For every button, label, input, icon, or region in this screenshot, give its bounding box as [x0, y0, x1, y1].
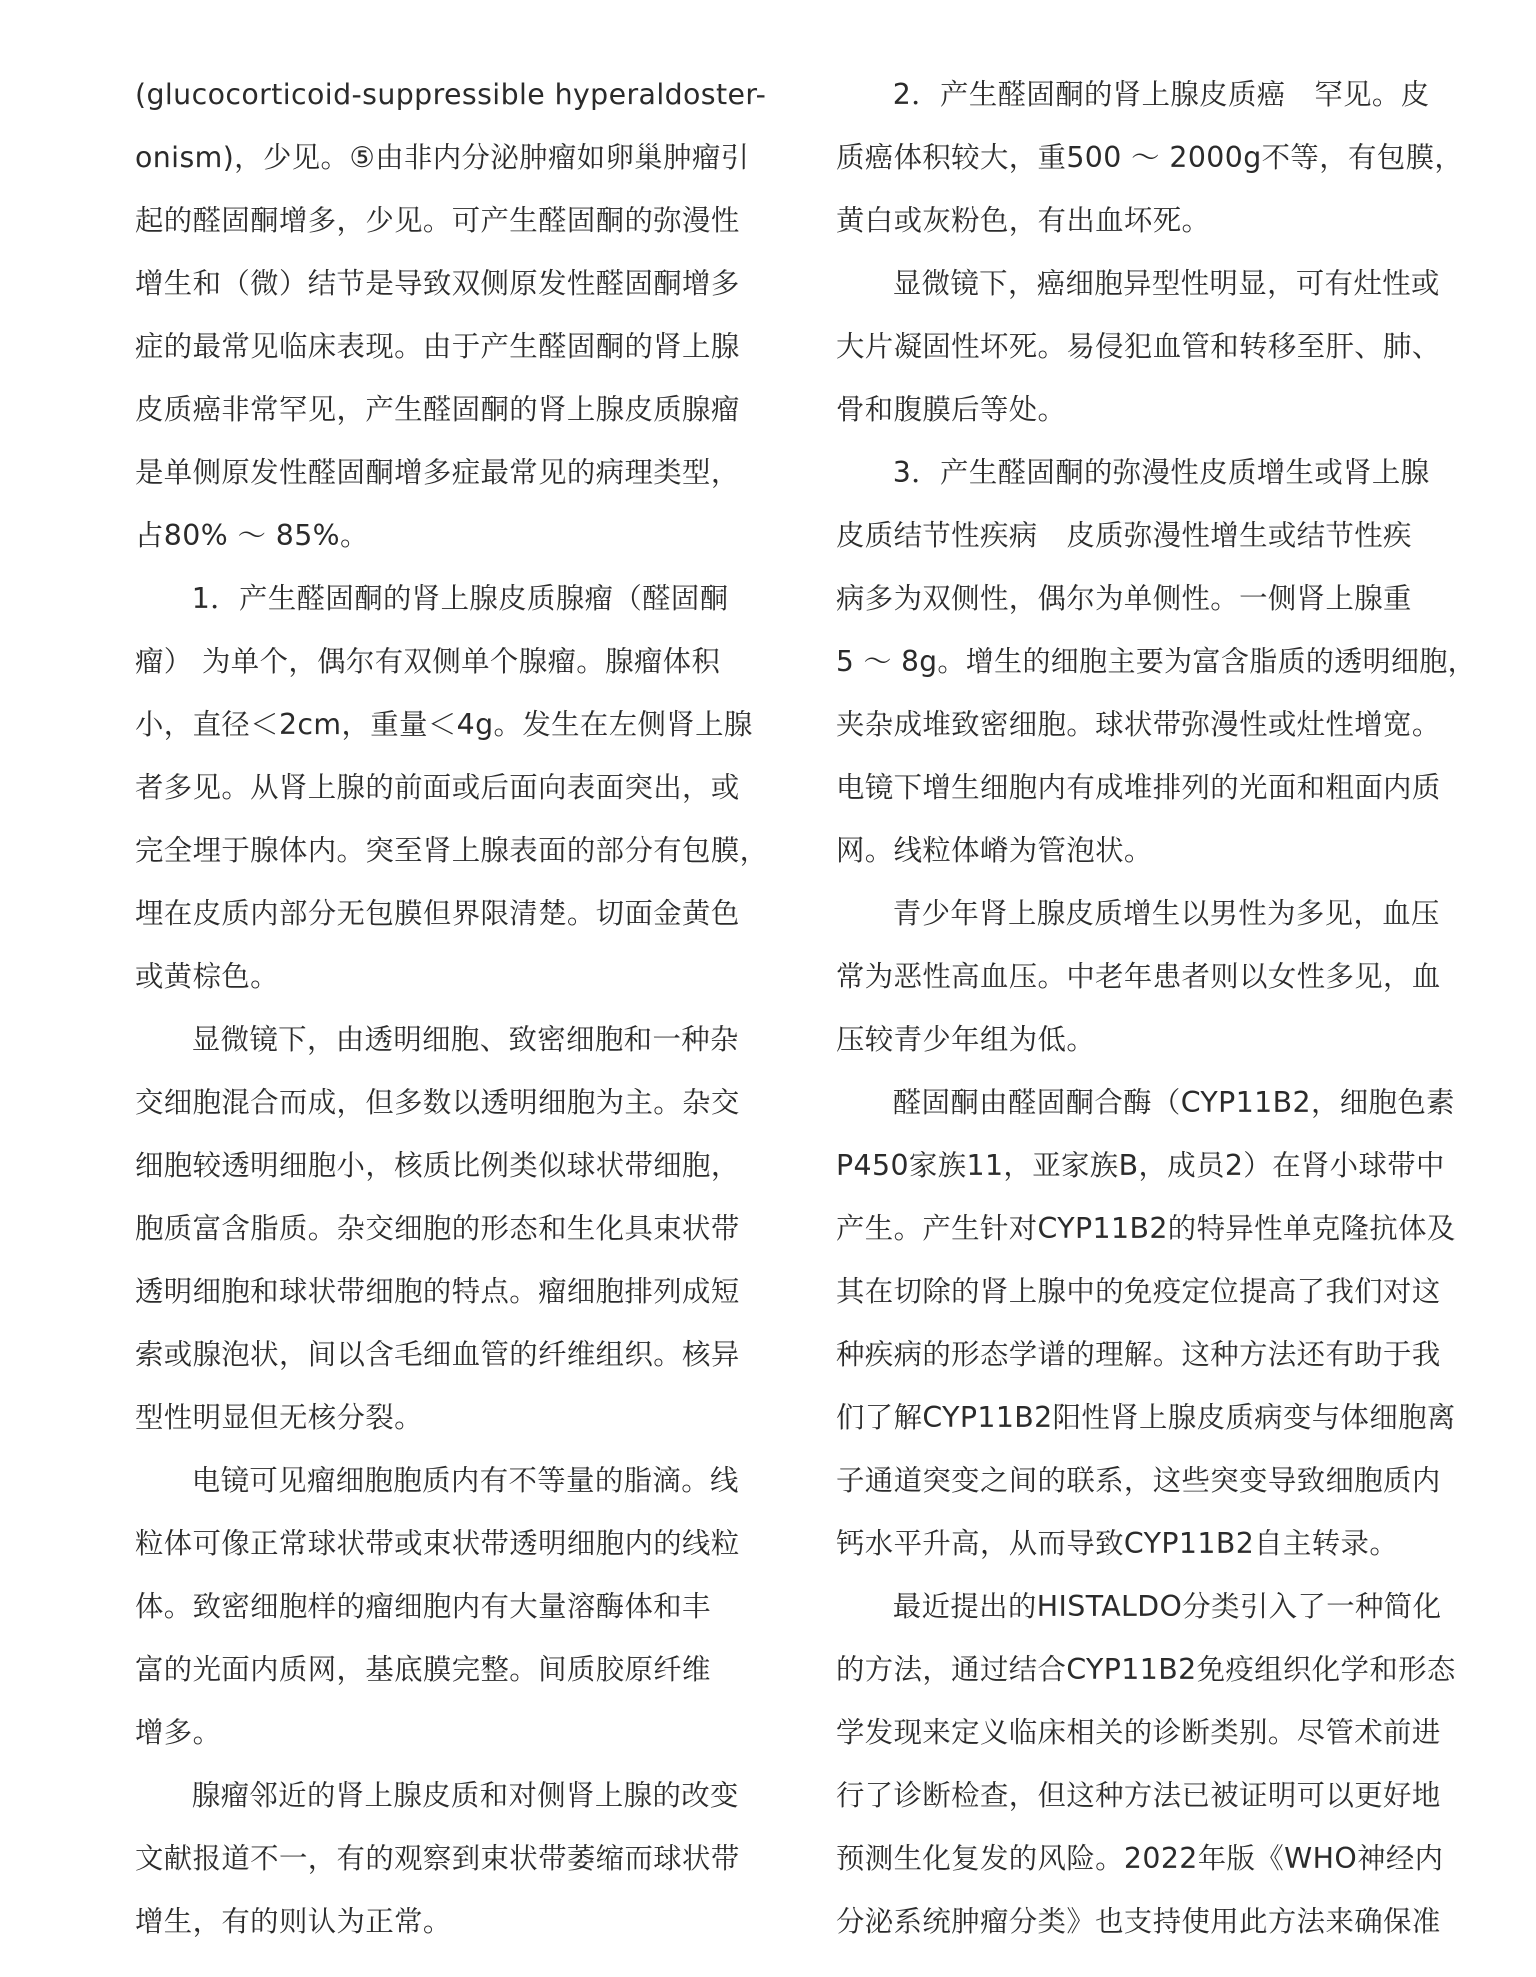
text-line: 电镜可见瘤细胞胞质内有不等量的脂滴。线 — [191, 1464, 739, 1497]
text-line: 增生和（微）结节是导致双侧原发性醛固酮增多 — [135, 267, 740, 300]
text-line: 体。致密细胞样的瘤细胞内有大量溶酶体和丰 — [135, 1590, 711, 1623]
text-line: 瘤） 为单个，偶尔有双侧单个腺瘤。腺瘤体积 — [135, 645, 721, 678]
paragraph — [836, 63, 1476, 252]
text-line: 完全埋于腺体内。突至肾上腺表面的部分有包膜， — [135, 834, 769, 867]
text-line: 压较青少年组为低。 — [836, 1023, 1096, 1056]
text-line: 其在切除的肾上腺中的免疫定位提高了我们对这 — [836, 1275, 1441, 1308]
text-line: 黄白或灰粉色，有出血坏死。 — [836, 204, 1211, 237]
text-line: 最近提出的HISTALDO分类引入了一种简化 — [892, 1590, 1442, 1623]
text-line: 粒体可像正常球状带或束状带透明细胞内的线粒 — [135, 1527, 740, 1560]
paragraph — [135, 63, 775, 567]
text-line: 子通道突变之间的联系，这些突变导致细胞质内 — [836, 1464, 1441, 1497]
text-line: 3．产生醛固酮的弥漫性皮质增生或肾上腺 — [892, 456, 1430, 489]
text-line: 占80% ～ 85%。 — [135, 519, 369, 552]
left-column — [135, 63, 775, 1953]
text-line: 起的醛固酮增多，少见。可产生醛固酮的弥漫性 — [135, 204, 740, 237]
text-line: P450家族11，亚家族B，成员2）在肾小球带中 — [836, 1149, 1445, 1182]
text-line: 2．产生醛固酮的肾上腺皮质癌 罕见。皮 — [892, 78, 1430, 111]
text-line: 透明细胞和球状带细胞的特点。瘤细胞排列成短 — [135, 1275, 740, 1308]
paragraph — [836, 1575, 1476, 1953]
text-line: 预测生化复发的风险。2022年版《WHO神经内 — [836, 1842, 1444, 1875]
text-line: 腺瘤邻近的肾上腺皮质和对侧肾上腺的改变 — [191, 1779, 739, 1812]
text-line: 小，直径＜2cm，重量＜4g。发生在左侧肾上腺 — [135, 708, 753, 741]
text-line: 的方法，通过结合CYP11B2免疫组织化学和形态 — [836, 1653, 1456, 1686]
text-line: 或黄棕色。 — [135, 960, 279, 993]
text-line: 细胞较透明细胞小，核质比例类似球状带细胞， — [135, 1149, 740, 1182]
text-line: 皮质结节性疾病 皮质弥漫性增生或结节性疾 — [836, 519, 1412, 552]
text-line: 常为恶性高血压。中老年患者则以女性多见，血 — [836, 960, 1441, 993]
paragraph — [135, 1764, 775, 1953]
text-line: 病多为双侧性，偶尔为单侧性。一侧肾上腺重 — [836, 582, 1412, 615]
text-line: 们了解CYP11B2阳性肾上腺皮质病变与体细胞离 — [836, 1401, 1456, 1434]
text-line: 索或腺泡状，间以含毛细血管的纤维组织。核异 — [135, 1338, 740, 1371]
text-line: 型性明显但无核分裂。 — [135, 1401, 423, 1434]
text-line: 皮质癌非常罕见，产生醛固酮的肾上腺皮质腺瘤 — [135, 393, 740, 426]
text-line: 5 ～ 8g。增生的细胞主要为富含脂质的透明细胞， — [836, 645, 1477, 678]
text-line: 网。线粒体嵴为管泡状。 — [836, 834, 1153, 867]
text-line: 电镜下增生细胞内有成堆排列的光面和粗面内质 — [836, 771, 1441, 804]
paragraph — [836, 252, 1476, 441]
text-line: 种疾病的形态学谱的理解。这种方法还有助于我 — [836, 1338, 1441, 1371]
text-line: 显微镜下，由透明细胞、致密细胞和一种杂 — [191, 1023, 739, 1056]
text-line: 分泌系统肿瘤分类》也支持使用此方法来确保准 — [836, 1905, 1441, 1938]
paragraph — [135, 567, 775, 1008]
text-line: 大片凝固性坏死。易侵犯血管和转移至肝、肺、 — [836, 330, 1441, 363]
right-column — [836, 63, 1476, 1953]
text-line: 者多见。从肾上腺的前面或后面向表面突出，或 — [135, 771, 740, 804]
text-line: 醛固酮由醛固酮合酶（CYP11B2，细胞色素 — [892, 1086, 1455, 1119]
paragraph — [135, 1008, 775, 1449]
text-line: 胞质富含脂质。杂交细胞的形态和生化具束状带 — [135, 1212, 740, 1245]
text-line: 钙水平升高，从而导致CYP11B2自主转录。 — [836, 1527, 1399, 1560]
text-line: 青少年肾上腺皮质增生以男性为多见，血压 — [892, 897, 1440, 930]
text-line: 显微镜下，癌细胞异型性明显，可有灶性或 — [892, 267, 1440, 300]
text-line: 是单侧原发性醛固酮增多症最常见的病理类型， — [135, 456, 740, 489]
text-line: 增多。 — [135, 1716, 222, 1749]
text-line: 夹杂成堆致密细胞。球状带弥漫性或灶性增宽。 — [836, 708, 1441, 741]
text-line: 增生，有的则认为正常。 — [135, 1905, 452, 1938]
text-line: 1．产生醛固酮的肾上腺皮质腺瘤（醛固酮 — [191, 582, 729, 615]
text-line: (glucocorticoid-suppressible hyperaldoster- — [135, 78, 767, 111]
text-line: 学发现来定义临床相关的诊断类别。尽管术前进 — [836, 1716, 1441, 1749]
text-line: 行了诊断检查，但这种方法已被证明可以更好地 — [836, 1779, 1441, 1812]
text-line: 交细胞混合而成，但多数以透明细胞为主。杂交 — [135, 1086, 740, 1119]
paragraph — [135, 1449, 775, 1764]
text-line: 骨和腹膜后等处。 — [836, 393, 1067, 426]
text-line: 埋在皮质内部分无包膜但界限清楚。切面金黄色 — [135, 897, 740, 930]
paragraph — [836, 882, 1476, 1071]
text-line: 质癌体积较大，重500 ～ 2000g不等，有包膜， — [836, 141, 1464, 174]
text-line: 文献报道不一，有的观察到束状带萎缩而球状带 — [135, 1842, 740, 1875]
text-line: 产生。产生针对CYP11B2的特异性单克隆抗体及 — [836, 1212, 1456, 1245]
text-line: 富的光面内质网，基底膜完整。间质胶原纤维 — [135, 1653, 711, 1686]
text-line: 症的最常见临床表现。由于产生醛固酮的肾上腺 — [135, 330, 740, 363]
paragraph — [836, 1071, 1476, 1575]
text-line: onism)，少见。⑤由非内分泌肿瘤如卵巢肿瘤引 — [135, 141, 750, 174]
paragraph — [836, 441, 1476, 882]
